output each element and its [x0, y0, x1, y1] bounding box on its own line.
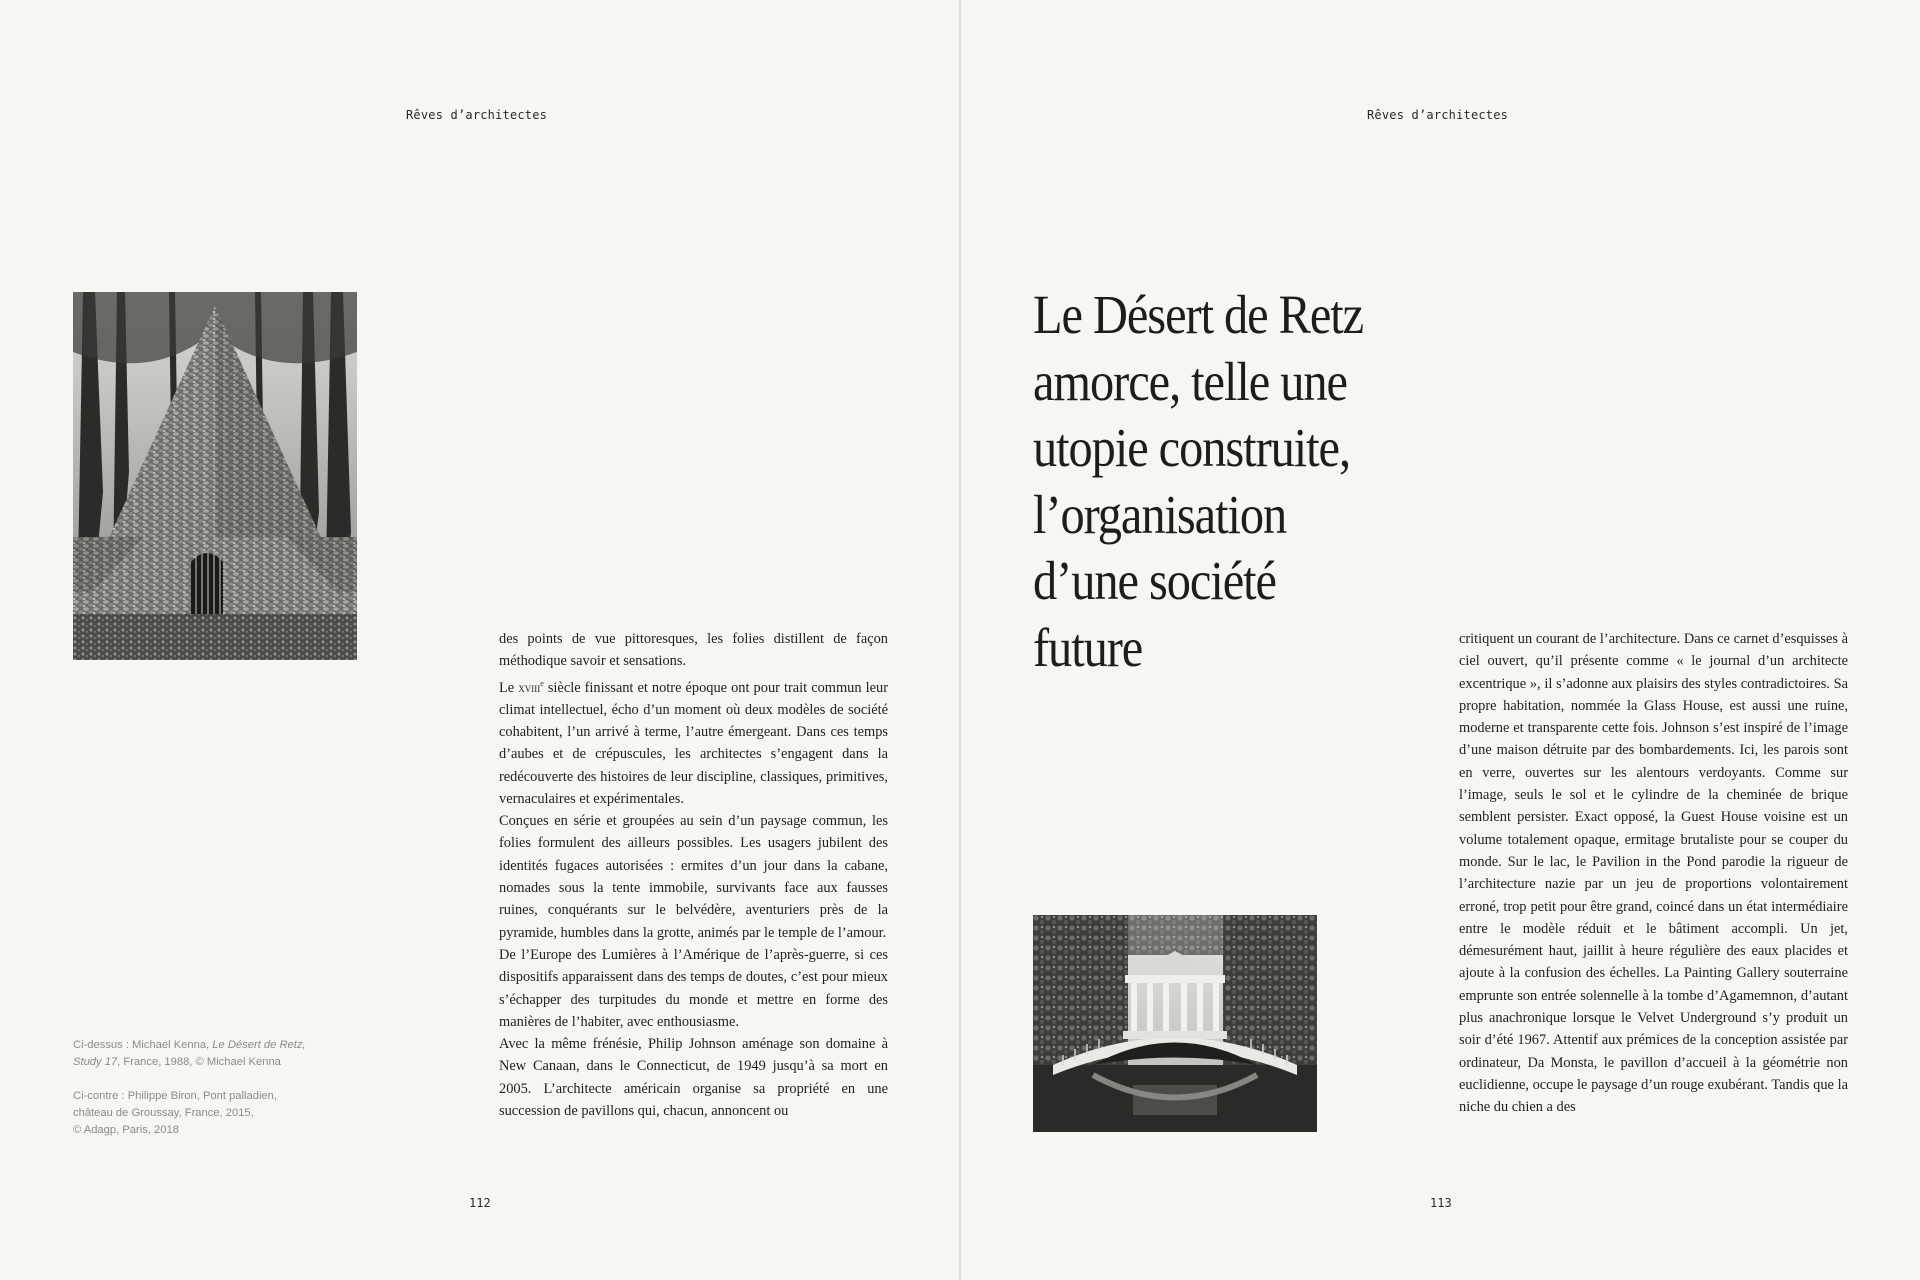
- pull-quote-headline: Le Désert de Retz amorce, telle une utopie construite, l’organisation d’une société future: [1033, 284, 1364, 678]
- photo-palladian-bridge: [1033, 915, 1317, 1132]
- caption-opposite: [73, 1088, 333, 1139]
- paragraph: Avec la même frénésie, Philip Johnson aménage son domaine à New Canaan, dans le Connecticut, de 1949 jusqu’à sa mort en 2005. L’architecte américain organise sa propriété en une succession de pavillons qui, chacun, annoncent ou: [499, 1036, 888, 1120]
- paragraph-prefix: Le: [499, 679, 515, 696]
- paragraph: [499, 673, 888, 811]
- body-text-right: critiquent un courant de l’architecture. Dans ce carnet d’esquisses à ciel ouvert, qu’il présente comme « le journal d’un architecte excentrique », il s’adonne aux plaisirs des styles contradictoires. Sa propre habitation, nommée la Glass House, est aussi une ruine, moderne et transparente cette fois. Johnson s’est inspiré de l’image d’une maison détruite par des bombardements. Ici, les parois sont en verre, ouvertes sur les alentours verdoyants. Comme sur l’image, seuls le sol et le cylindre de la cheminée de brique semblent persister. Exact opposé, la Guest House voisine est un volume totalement opaque, ermitage brutaliste pour se couper du monde. Sur le lac, le Pavilion in the Pond parodie la rigueur de l’architecture nazie par un jeu de proportions volontairement erroné, trop petit pour être grand, coincé dans un état intermédiaire entre le modèle réduit et le bâtiment accompli. Un jet, démesurément haut, jaillit à heure régulière des eaux placides et ajoute à la confusion des échelles. La Painting Gallery souterraine emprunte son entrée solennelle à la tombe d’Agamemnon, d’autant plus anachronique lorsque le Velvet Underground s’y produit un soir d’été 1967. Attentif aux prémices de la conception assistée par ordinateur, Da Monsta, le pavillon d’accueil à la géométrie non euclidienne, occupe le paysage d’un rouge exubérant. Tandis que la niche du chien a des: [1459, 631, 1848, 1116]
- paragraph: Conçues en série et groupées au sein d’un paysage commun, les folies formulent des ailleurs possibles. Les usagers jubilent des identités fugaces autorisées : ermites d’un jour dans la cabane, nomades sous la tente immobile, survivants face aux fausses ruines, conquérants sur le belvédère, aventuriers près de la pyramide, humbles dans la grotte, animés par le temple de l’amour.: [499, 813, 888, 941]
- century-sup: e: [540, 678, 544, 688]
- page-number: 112: [469, 1196, 491, 1210]
- century-numeral: xviii: [518, 679, 541, 695]
- paragraph: des points de vue pittoresques, les folies distillent de façon méthodique savoir et sensations.: [499, 631, 888, 670]
- palladian-bridge-icon: [1033, 915, 1317, 1132]
- caption-title: Le Désert de Retz, Study 17: [73, 1039, 306, 1068]
- page-number: 113: [1430, 1196, 1452, 1210]
- paragraph-rest: siècle finissant et notre époque ont pour trait commun leur climat intellectuel, écho d’un moment où deux modèles de société cohabitent, l’un arrivé à terme, l’autre émergeant. Dans ces temps d’aubes et de crépuscules, les architectes s’engagent dans la redécouverte des histoires de leur discipline, classiques, primitives, vernaculaires et expérimentales.: [499, 679, 888, 807]
- caption-prefix: Ci-dessus : Michael Kenna,: [73, 1039, 210, 1051]
- caption-line: © Adagp, Paris, 2018: [73, 1124, 179, 1136]
- pyramid-icon: [73, 292, 357, 660]
- left-page: [0, 0, 959, 1280]
- caption-suffix: , France, 1988, © Michael Kenna: [117, 1056, 281, 1068]
- photo-pyramid: [73, 292, 357, 660]
- caption-above: [73, 1037, 333, 1071]
- caption-line: château de Groussay, France, 2015,: [73, 1107, 254, 1119]
- running-head: Rêves d’architectes: [406, 108, 548, 122]
- caption-line: Ci-contre : Philippe Biron, Pont palladien,: [73, 1090, 277, 1102]
- body-text-left: [499, 628, 888, 1148]
- paragraph: De l’Europe des Lumières à l’Amérique de l’après-guerre, si ces dispositifs apparaissent dans des temps de doutes, c’est pour mieux s’échapper des turpitudes du monde et mettre en forme des manières de l’habiter, avec enthousiasme.: [499, 946, 888, 1030]
- running-head: Rêves d’architectes: [1367, 108, 1509, 122]
